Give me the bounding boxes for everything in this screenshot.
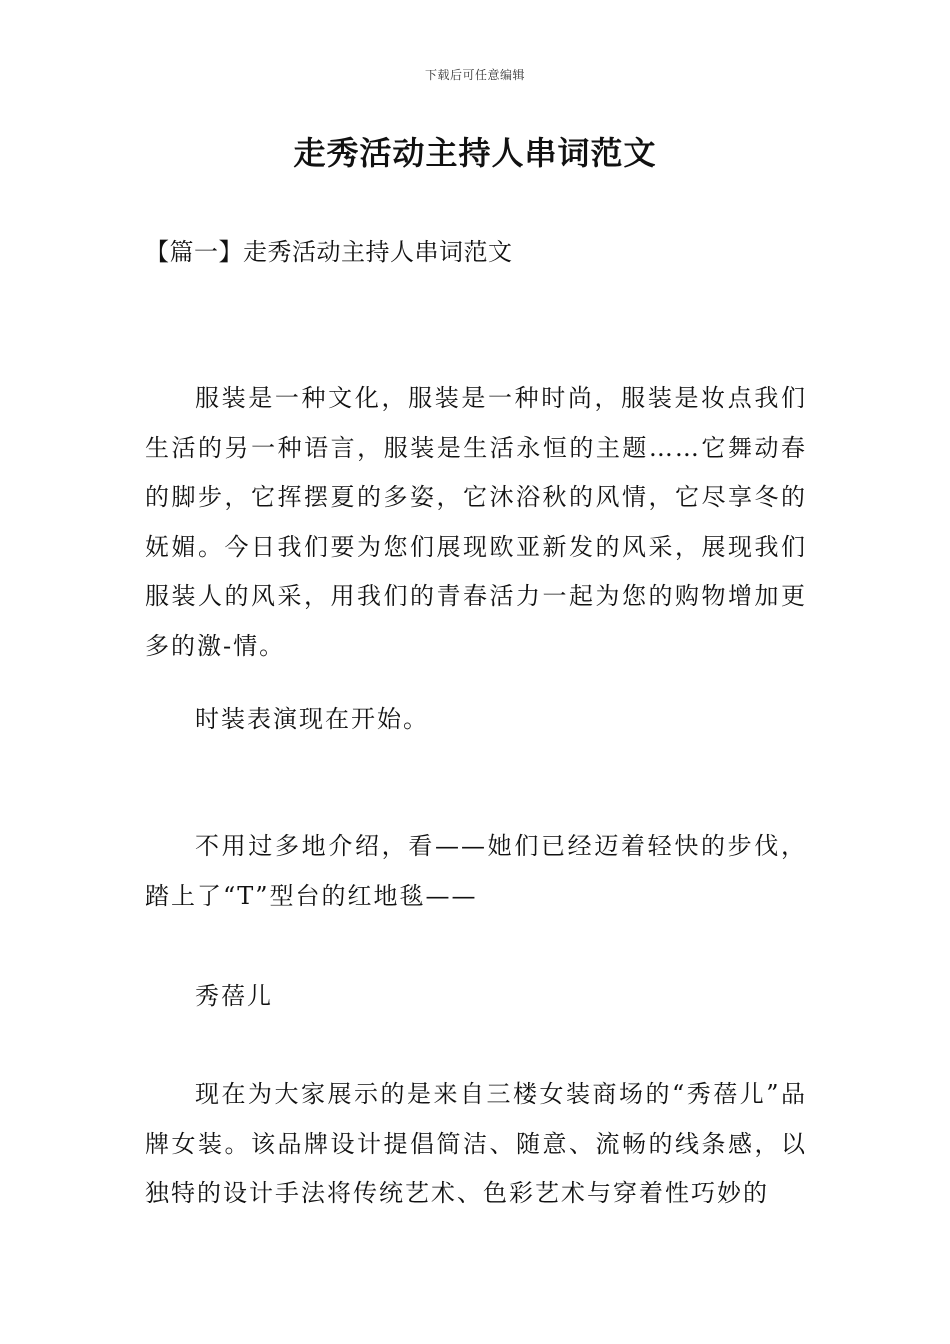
paragraph-text: 服装是一种文化，服装是一种时尚，服装是妆点我们生活的另一种语言，服装是生活永恒的主题……它舞动春的脚步，它挥摆夏的多姿，它沐浴秋的风情，它尽享冬的妩媚。今日我们要为您们展现欧亚新发的风采，展现我们服装人的风采，用我们的青春活力一起为您的购物增加更多的激-情。 — [145, 384, 807, 660]
paragraph-text: 秀蓓儿 — [195, 982, 273, 1010]
paragraph-text: 不用过多地介绍，看——她们已经迈着轻快的步伐，踏上了“T”型台的红地毯—— — [145, 832, 807, 910]
paragraph-text: 现在为大家展示的是来自三楼女装商场的“秀蓓儿”品牌女装。该品牌设计提倡简洁、随意、流畅的线条感，以独特的设计手法将传统艺术、色彩艺术与穿着性巧妙的 — [145, 1080, 807, 1207]
paragraph-start-show — [145, 695, 807, 745]
paragraph-brand-description — [145, 1070, 807, 1219]
paragraph-text: 时装表演现在开始。 — [195, 705, 429, 733]
page-header-note: 下载后可任意编辑 — [424, 68, 525, 82]
section-heading: 【篇一】走秀活动主持人串词范文 — [145, 238, 513, 266]
document-title: 走秀活动主持人串词范文 — [293, 134, 657, 172]
paragraph-red-carpet — [145, 822, 807, 921]
paragraph-brand-name — [145, 972, 807, 1022]
paragraph-intro — [145, 374, 807, 671]
